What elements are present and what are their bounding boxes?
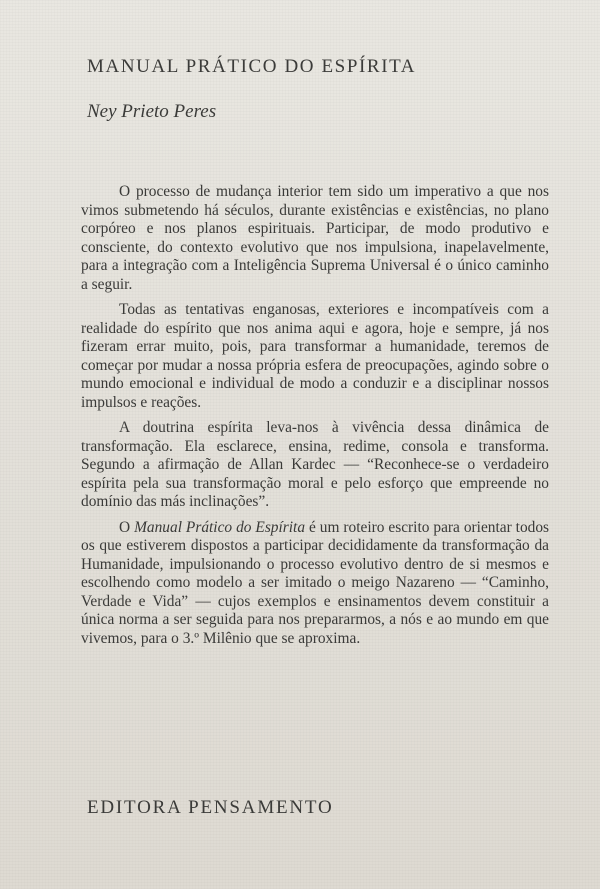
book-title-reference: Manual Prático do Espírita xyxy=(134,518,306,536)
synopsis-paragraph-3: A doutrina espírita leva-nos à vivência dessa dinâmica de transformação. Ela esclarece, ensina, redime, consola e transforma. Segundo a afirmação de Allan Kardec — “Reconhece-se o verdadeiro espírita pela sua transformação moral e pelo esforço que empreende no domínio das más inclinações”. xyxy=(81,419,549,510)
paragraph-lead: O xyxy=(119,518,135,536)
publisher-name: EDITORA PENSAMENTO xyxy=(87,797,334,818)
synopsis-paragraph-4 xyxy=(81,519,549,649)
book-author: Ney Prieto Peres xyxy=(87,101,217,122)
book-title: MANUAL PRÁTICO DO ESPÍRITA xyxy=(87,56,417,77)
synopsis-paragraph-2: Todas as tentativas enganosas, exteriores e incompatíveis com a realidade do espírito que nos anima aqui e agora, hoje e sempre, já nos fizeram errar muito, pois, para transformar a humanidade, teremos de começar por mudar a nossa própria esfera de preocupações, agindo sobre o mundo emocional e individual de modo a conduzir e a disciplinar nossos impulsos e reações. xyxy=(81,301,549,411)
synopsis-text xyxy=(81,183,549,648)
synopsis-paragraph-1: O processo de mudança interior tem sido um imperativo a que nos vimos submetendo há séculos, durante existências e existências, no plano corpóreo e nos planos espirituais. Participar, de modo produtivo e consciente, do contexto evolutivo que nos impulsiona, inapelavelmente, para a integração com a Inteligência Suprema Universal é o único caminho a seguir. xyxy=(81,183,549,293)
paragraph-body: é um roteiro escrito para orientar todos os que estiverem dispostos a participar decididamente da transformação da Humanidade, impulsionando o processo evolutivo dentro de si mesmos e escolhendo como modelo a ser imitado o meigo Nazareno — “Caminho, Verdade e Vida” — cujos exemplos e ensinamentos devem constituir a única norma a ser seguida para nos prepararmos, a nós e ao mundo em que vivemos, para o 3.º Milênio que se aproxima. xyxy=(81,518,550,647)
